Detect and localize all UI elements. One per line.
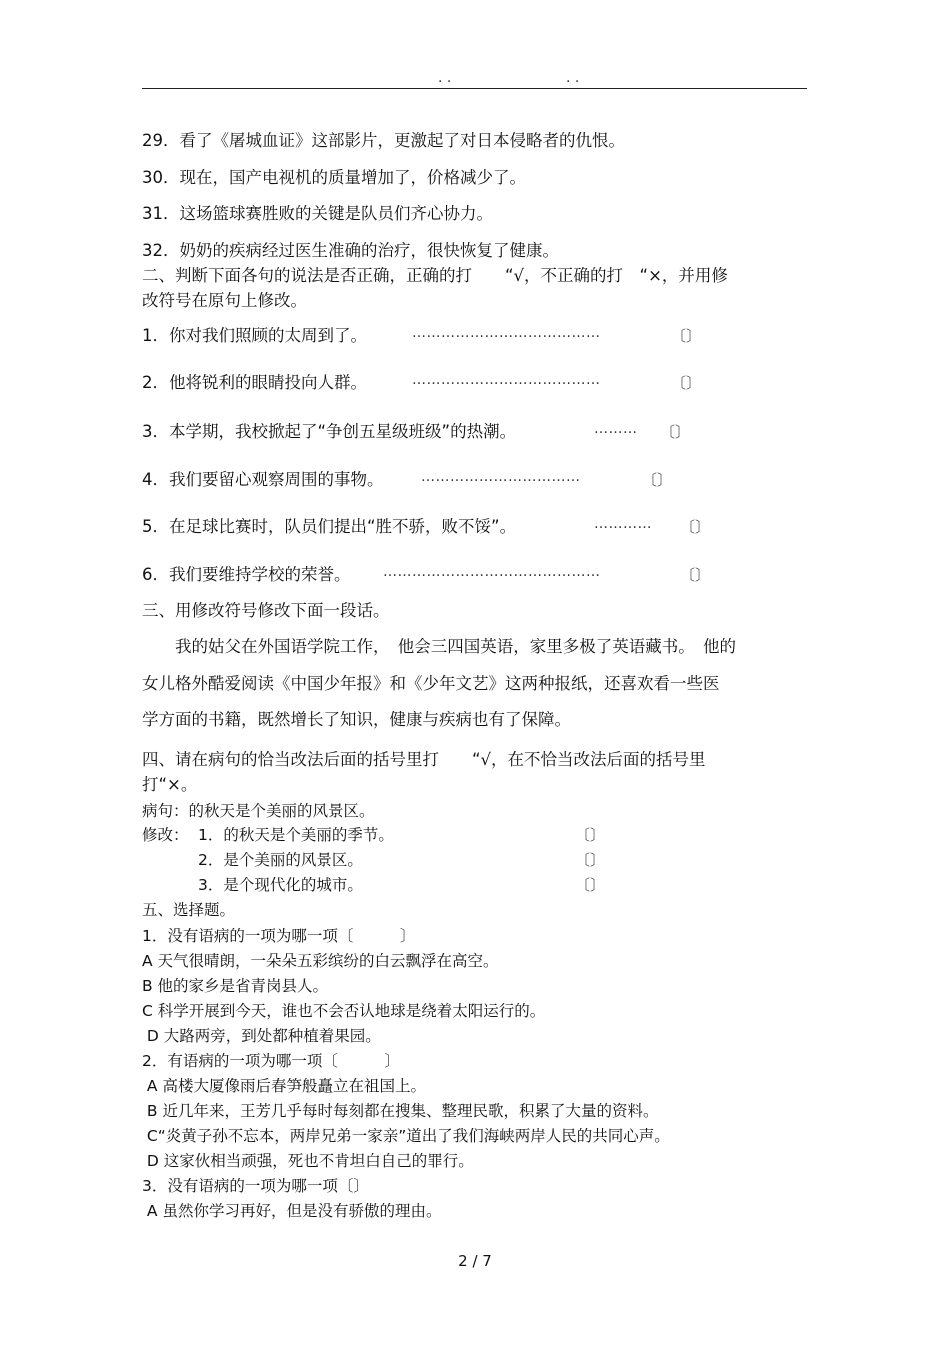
question-2-option-c[interactable]: C“炎黄子孙不忘本，两岸兄弟一家亲”道出了我们海峡两岸人民的共同心声。 [142,1127,670,1145]
section-3-title: 三、用修改符号修改下面一段话。 [142,601,390,620]
question-2: 2．有语病的一项为哪一项〔 〕 [142,1052,400,1070]
revise-option-3-bracket[interactable]: 〔〕 [575,876,606,894]
header-rule [142,88,807,89]
judge-item-6: 6．我们要维持学校的荣誉。 [142,565,351,584]
question-1-option-b[interactable]: B 他的家乡是省青岗县人。 [142,977,329,995]
sentence-29: 29．看了《屠城血证》这部影片，更激起了对日本侵略者的仇恨。 [142,131,625,150]
judge-item-3: 3．本学期，我校掀起了“争创五星级班级”的热潮。 [142,422,517,441]
judge-item-2-leader: ………………………………… [412,372,601,388]
page-number: 2 / 7 [458,1252,492,1270]
judge-item-5: 5．在足球比赛时，队员们提出“胜不骄，败不馁”。 [142,517,517,536]
revise-option-1: 1．的秋天是个美丽的季节。 [198,826,394,844]
judge-item-1-bracket[interactable]: 〔〕 [671,327,702,345]
judge-item-1-leader: ………………………………… [412,325,601,341]
judge-item-3-leader: ……… [594,421,638,437]
question-2-option-b[interactable]: B 近几年来，王芳几乎每时每刻都在搜集、整理民歌，积累了大量的资料。 [142,1102,659,1120]
paragraph-line-1: 我的姑父在外国语学院工作， 他会三四国英语，家里多极了英语藏书。 他的 [142,637,736,656]
sentence-31: 31．这场篮球赛胜败的关键是队员们齐心协力。 [142,204,493,223]
judge-item-6-bracket[interactable]: 〔〕 [680,566,711,584]
revise-option-2-bracket[interactable]: 〔〕 [575,851,606,869]
paragraph-line-3: 学方面的书籍，既然增长了知识，健康与疾病也有了保障。 [142,710,571,729]
revise-option-1-bracket[interactable]: 〔〕 [575,826,606,844]
question-1-option-c[interactable]: C 科学开展到今天，谁也不会否认地球是绕着太阳运行的。 [142,1002,546,1020]
judge-item-5-leader: ………… [594,516,652,532]
judge-item-1: 1．你对我们照顾的太周到了。 [142,326,367,345]
judge-item-4: 4．我们要留心观察周围的事物。 [142,470,384,489]
question-3: 3．没有语病的一项为哪一项〔〕 [142,1177,369,1195]
judge-item-4-leader: …………………………… [421,469,581,485]
question-1-option-d[interactable]: D 大路两旁，到处都种植着果园。 [142,1027,381,1045]
header-dots-left: . . [438,70,452,86]
revise-option-3: 3．是个现代化的城市。 [198,876,363,894]
section-4-title-line2: 打“×。 [142,775,198,794]
question-1: 1．没有语病的一项为哪一项〔 〕 [142,927,416,945]
question-2-option-a[interactable]: A 高楼大厦像雨后春笋般矗立在祖国上。 [142,1077,426,1095]
question-3-option-a[interactable]: A 虽然你学习再好，但是没有骄傲的理由。 [142,1202,442,1220]
section-4-title-line1: 四、请在病句的恰当改法后面的括号里打 “√，在不恰当改法后面的括号里 [142,750,706,769]
judge-item-5-bracket[interactable]: 〔〕 [680,518,711,536]
judge-item-2: 2．他将锐利的眼睛投向人群。 [142,373,367,392]
sick-sentence: 病句：的秋天是个美丽的风景区。 [142,802,375,820]
paragraph-line-2: 女儿格外酷爱阅读《中国少年报》和《少年文艺》这两种报纸，还喜欢看一些医 [142,674,720,693]
section-2-title-line1: 二、判断下面各句的说法是否正确，正确的打 “√，不正确的打 “×，并用修 [142,266,728,285]
revise-label: 修改： [142,826,189,844]
judge-item-2-bracket[interactable]: 〔〕 [671,374,702,392]
question-1-option-a[interactable]: A 天气很晴朗，一朵朵五彩缤纷的白云飘浮在高空。 [142,952,499,970]
revise-option-2: 2．是个美丽的风景区。 [198,851,363,869]
judge-item-4-bracket[interactable]: 〔〕 [642,471,673,489]
section-2-title-line2: 改符号在原句上修改。 [142,291,307,310]
header-dots-right: . . [566,70,580,86]
judge-item-3-bracket[interactable]: 〔〕 [660,423,691,441]
sentence-32: 32．奶奶的疾病经过医生准确的治疗，很快恢复了健康。 [142,241,559,260]
question-2-option-d[interactable]: D 这家伙相当顽强，死也不肯坦白自己的罪行。 [142,1152,474,1170]
section-5-title: 五、选择题。 [142,901,236,919]
judge-item-6-leader: ……………………………………… [383,564,601,580]
sentence-30: 30．现在，国产电视机的质量增加了，价格减少了。 [142,168,526,187]
